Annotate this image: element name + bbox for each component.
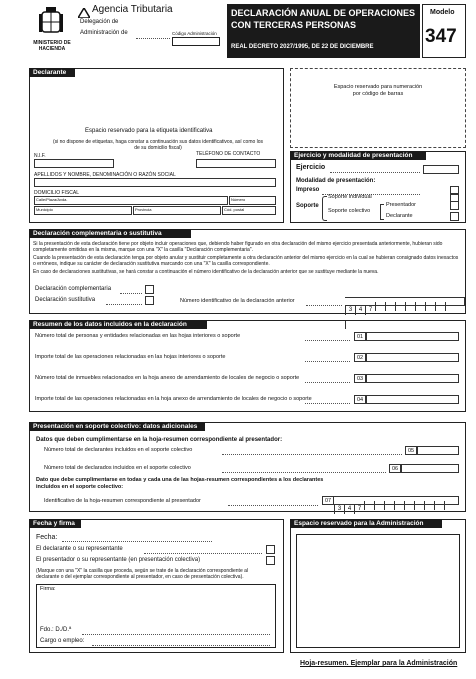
- resumen-row-input[interactable]: [366, 395, 459, 404]
- complementaria-checkbox[interactable]: [145, 285, 154, 294]
- el-presentador-label: El presentador o su representante (en presentación colectiva): [36, 557, 201, 563]
- colectivo-h1: Datos que deben cumplimentarse en la hoja-resumen correspondiente al presentador:: [36, 437, 283, 443]
- provincia-label: Provincia: [135, 207, 152, 212]
- el-declarante-checkbox[interactable]: [266, 545, 275, 554]
- num-id-label: Número identificativo de la declaración anterior: [180, 298, 295, 304]
- ministry-label: MINISTERIO DE HACIENDA: [33, 40, 71, 52]
- el-declarante-label: El declarante o su representante: [36, 546, 123, 552]
- sustitutiva-label: Declaración sustitutiva: [35, 297, 96, 303]
- sustitutiva-checkbox[interactable]: [145, 296, 154, 305]
- complementaria-label: Declaración complementaria: [35, 286, 112, 292]
- coat-of-arms-icon: [38, 6, 64, 38]
- complementaria-p3: En caso de declaraciones sustitutivas, se hará constar a continuación el número identificativo de la declaración anterior que se sustituye mediante la nueva.: [33, 269, 379, 275]
- resumen-row-label: Número total de personas y entidades relacionadas en las hojas interiores o soporte: [35, 333, 241, 339]
- complementaria-header: Declaración complementaria o sustitutiva: [29, 229, 191, 238]
- codigo-admin-input[interactable]: [172, 37, 220, 46]
- ejercicio-input[interactable]: [423, 165, 459, 174]
- resumen-row-label: Número total de inmuebles relacionados en la hoja anexo de arrendamiento de locales de negocio o soporte: [35, 375, 300, 381]
- telefono-label: TELÉFONO DE CONTACTO: [196, 151, 261, 157]
- resumen-row-num: 03: [354, 374, 366, 383]
- etiqueta-note: (si no dispone de etiquetas, haga constar a continuación sus datos identificativos, así como los de su domicilio fiscal): [52, 139, 264, 151]
- colectivo-r3: Identificativo de la hoja-resumen correspondiente al presentador: [44, 498, 201, 504]
- etiqueta-title: Espacio reservado para la etiqueta identificativa: [85, 128, 213, 134]
- fecha-header: Fecha y firma: [29, 519, 81, 528]
- barcode-line1: Espacio reservado para numeración: [333, 84, 423, 90]
- el-presentador-checkbox[interactable]: [266, 556, 275, 565]
- domicilio-label: DOMICILIO FISCAL: [34, 190, 80, 196]
- complementaria-p1: Si la presentación de esta declaración tiene por objeto incluir operaciones que, debiendo haber figurado en otra declaración del mismo ejercicio presentada anteriormente, hubieran sido completamente omitidas en la misma, marque con una "X" la casilla "Declaración complementaria".: [33, 241, 443, 253]
- resumen-row-num: 02: [354, 353, 366, 362]
- form-title-2: CON TERCERAS PERSONAS: [231, 20, 357, 30]
- firma-label: Firma:: [40, 586, 56, 592]
- resumen-row-input[interactable]: [366, 332, 459, 341]
- numero-label: Número: [231, 197, 246, 202]
- soporte-label: Soporte: [296, 203, 319, 209]
- presentador-checkbox[interactable]: [450, 201, 459, 210]
- agency-name: Agencia Tributaria: [92, 4, 173, 15]
- declarante-label: Declarante: [386, 213, 413, 219]
- resumen-header: Resumen de los datos incluidos en la declaración: [29, 320, 207, 329]
- apellidos-label: APELLIDOS Y NOMBRE, DENOMINACIÓN O RAZÓN SOCIAL: [34, 172, 176, 178]
- nif-input[interactable]: [34, 159, 114, 168]
- nif-label: N.I.F.: [34, 153, 46, 159]
- modelo-number: 347: [425, 26, 457, 47]
- ejercicio-label: Ejercicio: [296, 164, 326, 171]
- colectivo-header: Presentación en soporte colectivo: datos adicionales: [29, 422, 205, 431]
- resumen-row-label: Importe total de las operaciones relacionadas en las hojas interiores o soporte: [35, 354, 226, 360]
- agency-logo-icon: [78, 5, 90, 15]
- modelo-label: Modelo: [430, 9, 455, 16]
- calle-label: Calle/Plaza/Avda.: [36, 197, 68, 202]
- apellidos-input[interactable]: [34, 178, 276, 187]
- resumen-row-label: Importe total de las operaciones relacionadas en la hoja anexo de arrendamiento de locales de negocio o soporte: [35, 396, 312, 402]
- codigo-admin-label: Código Administración: [172, 31, 217, 36]
- colectivo-r1-input[interactable]: [417, 446, 459, 455]
- declarante-checkbox[interactable]: [450, 212, 459, 221]
- delegacion-label: Delegación de: [80, 19, 119, 25]
- fdo-label: Fdo.: D./D.ª: [40, 627, 72, 633]
- fecha-label: Fecha:: [36, 534, 58, 541]
- telefono-input[interactable]: [196, 159, 276, 168]
- barcode-line2: por código de barras: [352, 91, 404, 97]
- cargo-label: Cargo o empleo:: [40, 638, 85, 644]
- presentador-label: Presentador: [386, 202, 416, 208]
- colectivo-r2-input[interactable]: [401, 464, 459, 473]
- num-id-input[interactable]: 3 4 7: [345, 297, 465, 306]
- cod-postal-label: Cód. postal: [224, 207, 245, 212]
- soporte-individual-label: Soporte individual: [328, 194, 372, 200]
- modalidad-label: Modalidad de presentación:: [296, 178, 376, 184]
- resumen-row-num: 01: [354, 332, 366, 341]
- colectivo-id-input[interactable]: 3 4 7: [334, 496, 459, 505]
- resumen-row-num: 04: [354, 395, 366, 404]
- colectivo-n3: 07: [322, 496, 334, 505]
- municipio-label: Municipio: [36, 207, 53, 212]
- form-title-1: DECLARACIÓN ANUAL DE OPERACIONES: [231, 8, 416, 18]
- soporte-colectivo-label: Soporte colectivo: [328, 208, 371, 214]
- colectivo-h2: Dato que debe cumplimentarse en todas y cada una de las hojas-resumen correspondientes a los declarantes incluidos en el soporte colectivo:: [36, 477, 324, 490]
- declarante-header: Declarante: [29, 68, 75, 77]
- ejercicio-header: Ejercicio y modalidad de presentación: [290, 151, 426, 160]
- administracion-area: [296, 534, 460, 648]
- complementaria-p2: Cuando la presentación de esta declaración tenga por objeto anular y sustituir completamente a otra declaración anterior del mismo ejercicio en la cual se hubieran consignado datos inexactos o erróneos, indique su carácter de declaración sustitutiva marcando con una "X" la casilla correspondiente.: [33, 255, 459, 267]
- colectivo-r1: Número total de declarantes incluidos en el soporte colectivo: [44, 447, 193, 453]
- decree-text: REAL DECRETO 2027/1995, DE 22 DE DICIEMBRE: [231, 44, 374, 50]
- administracion-header: Espacio reservado para la Administración: [290, 519, 442, 528]
- impreso-label: Impreso: [296, 187, 320, 193]
- resumen-row-input[interactable]: [366, 374, 459, 383]
- administracion-label: Administración de: [80, 30, 128, 36]
- colectivo-n1: 05: [405, 446, 417, 455]
- colectivo-n2: 06: [389, 464, 401, 473]
- barcode-area: [290, 68, 466, 148]
- resumen-row-input[interactable]: [366, 353, 459, 362]
- fecha-note: (Marque con una "X" la casilla que proceda, según se trate de la declaración correspondiente al declarante o del ejemplar correspondiente al presentador, en caso de presentación colectiva).: [36, 568, 249, 580]
- footer-text: Hoja-resumen. Ejemplar para la Administración: [300, 660, 458, 667]
- colectivo-r2: Número total de declarados incluidos en el soporte colectivo: [44, 465, 191, 471]
